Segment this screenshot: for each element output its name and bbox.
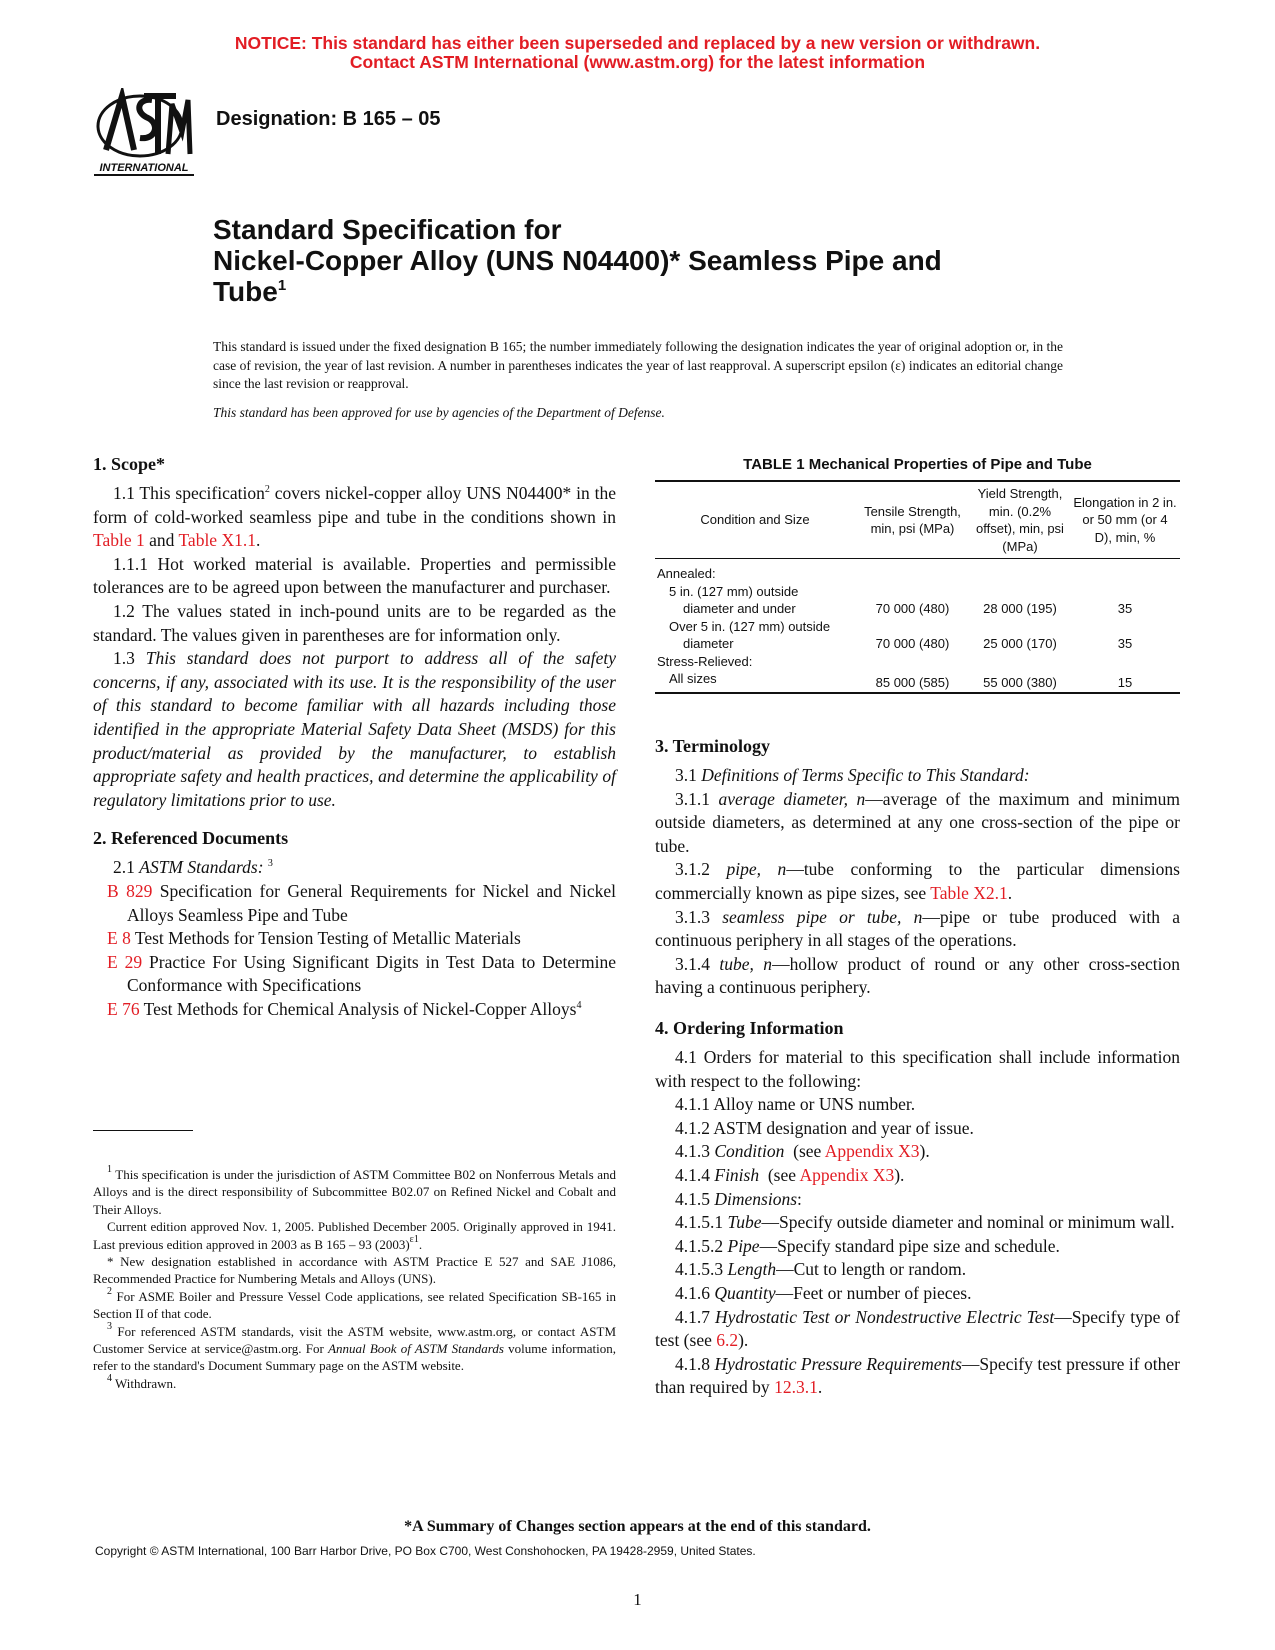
table-cell: All sizes — [655, 670, 855, 693]
link-e8[interactable]: E 8 — [107, 928, 131, 949]
link-section-12-3-1[interactable]: 12.3.1 — [774, 1377, 818, 1398]
scope-1-1: 1.1 This specification$^2$ covers nickel-copper alloy UNS N04400* in the form of cold-worked seamless pipe and tube in the conditions shown in Table 1 and Table X1.1. — [93, 483, 616, 551]
table-cell: diameter and under — [683, 601, 796, 616]
title-footnote-mark: 1 — [277, 277, 287, 294]
footnote-star: * New designation established in accordance with ASTM Practice E 527 and SAE J1086, Recommended Practice for Numbering Metals and Alloys (UNS). — [93, 1254, 616, 1287]
referenced-doc-item: B 829 Specification for General Requirements for Nickel and Nickel Alloys Seamless Pipe and Tube — [107, 880, 616, 925]
copyright-line: Copyright © ASTM International, 100 Barr Harbor Drive, PO Box C700, West Conshohocken, PA 19428-2959, United States. — [95, 1544, 756, 1558]
link-section-6-2[interactable]: 6.2 — [716, 1330, 739, 1351]
dod-approval-note: This standard has been approved for use by agencies of the Department of Defense. — [213, 404, 665, 420]
link-appendix-x3[interactable]: Appendix X3 — [824, 1141, 920, 1162]
footnote-2: $^2$ For ASME Boiler and Pressure Vessel Code applications, see related Specification SB-165 in Section II of that code. — [93, 1285, 616, 1322]
notice-line-2: Contact ASTM International (www.astm.org) for the latest information — [349, 52, 926, 72]
link-table-x1-1[interactable]: Table X1.1 — [178, 530, 256, 551]
footnote-4: $^4$ Withdrawn. — [107, 1372, 177, 1391]
scope-1-3: 1.3 This standard does not purport to address all of the safety concerns, if any, associated with its use. It is the responsibility of the user of this standard to become familiar with all hazards including those identified in the appropriate Material Safety Data Sheet (MSDS) for this product/material as provided by the manufacturer, to establish appropriate safety and health practices, and determine the applicability of regulatory limitations prior to use. — [93, 648, 616, 810]
logo-caption: INTERNATIONAL — [94, 162, 194, 176]
table-cell: 70 000 (480) — [875, 636, 950, 651]
document-title — [213, 214, 1113, 307]
table-header: Tensile Strength, min, psi (MPa) — [855, 481, 970, 559]
table-cell: 5 in. (127 mm) outside — [669, 583, 799, 599]
page-number: 1 — [633, 1590, 642, 1609]
astm-standards-label: 2.1 ASTM Standards: $^3$ — [113, 857, 273, 878]
ordering-4-1-7: 4.1.7 Hydrostatic Test or Nondestructive Electric Test—Specify type of test (see 6.2). — [655, 1306, 1181, 1351]
terminology-3-1-1: 3.1.1 average diameter, n—average of the maximum and minimum outside diameters, as determined at any one cross-section of the pipe or tube. — [655, 788, 1180, 856]
terminology-section — [655, 734, 1180, 1000]
designation: Designation: B 165 – 05 — [216, 108, 441, 130]
table-cell: 28 000 (195) — [983, 601, 1057, 616]
table-1-caption: TABLE 1 Mechanical Properties of Pipe and Tube — [743, 456, 1092, 473]
footnote-1b: Current edition approved Nov. 1, 2005. Published December 2005. Originally approved in 1941. Last previous edition approved in 2003 as B 165 – 93 $(2003)^{\varepsilon 1}$. — [93, 1219, 616, 1252]
referenced-doc-item: E 29 Practice For Using Significant Digits in Test Data to Determine Conformance with Specifications — [107, 951, 616, 996]
ordering-4-1-5: 4.1.5 Dimensions: — [675, 1188, 802, 1209]
terminology-3-1: 3.1 Definitions of Terms Specific to This Standard: — [675, 765, 1030, 785]
table-cell: Over 5 in. (127 mm) outside — [669, 618, 831, 634]
ordering-4-1-8: 4.1.8 Hydrostatic Pressure Requirements—Specify test pressure if other than required by 12.3.1. — [655, 1353, 1181, 1398]
summary-of-changes-note: *A Summary of Changes section appears at the end of this standard. — [404, 1518, 871, 1535]
table-1-mechanical-properties — [655, 480, 1180, 694]
ordering-4-1-2: 4.1.2 ASTM designation and year of issue. — [675, 1117, 974, 1138]
table-group-annealed: Annealed: — [657, 566, 716, 581]
ordering-4-1-3: 4.1.3 Condition (see Appendix X3). — [675, 1141, 930, 1162]
issuance-note — [213, 338, 1063, 422]
ordering-4-1-1: 4.1.1 Alloy name or UNS number. — [675, 1094, 916, 1115]
table-cell: 70 000 (480) — [875, 601, 950, 616]
section-referenced-heading: 2. Referenced Documents — [93, 828, 289, 849]
footnotes — [93, 1166, 616, 1392]
link-b829[interactable]: B 829 — [107, 880, 153, 901]
referenced-doc-item: E 76 Test Methods for Chemical Analysis of Nickel-Copper Alloys$^4$ — [107, 998, 582, 1019]
link-table-x2-1[interactable]: Table X2.1 — [930, 882, 1008, 903]
title-line-3: Tube — [213, 276, 278, 307]
ordering-4-1-4: 4.1.4 Finish (see Appendix X3). — [675, 1164, 905, 1185]
section-terminology-heading: 3. Terminology — [655, 736, 771, 756]
footnote-3: $^3$ For referenced ASTM standards, visit the ASTM website, www.astm.org, or contact ASTM Customer Service at service@astm.org. For Annual Book of ASTM Standards volume information, refer to the standard's Document Summary page on the ASTM website. — [93, 1320, 616, 1374]
table-cell: 55 000 (380) — [970, 670, 1070, 693]
ordering-4-1-6: 4.1.6 Quantity—Feet or number of pieces. — [675, 1282, 972, 1303]
section-scope-heading: 1. Scope* — [93, 454, 165, 474]
table-header: Yield Strength, min. (0.2% offset), min, psi (MPa) — [970, 481, 1070, 559]
table-group-stress-relieved: Stress-Relieved: — [657, 653, 753, 669]
table-header: Elongation in 2 in. or 50 mm (or 4 D), min, % — [1070, 481, 1180, 559]
link-e29[interactable]: E 29 — [107, 951, 143, 972]
table-cell: 85 000 (585) — [855, 670, 970, 693]
ordering-4-1-5-1: 4.1.5.1 Tube—Specify outside diameter and nominal or minimum wall. — [675, 1212, 1175, 1233]
link-table-1[interactable]: Table 1 — [93, 530, 145, 551]
scope-1-1-1: 1.1.1 Hot worked material is available. Properties and permissible tolerances are to be agreed upon between the manufacturer and purchaser. — [93, 553, 616, 598]
scope-1-2: 1.2 The values stated in inch-pound units are to be regarded as the standard. The values given in parentheses are for information only. — [93, 600, 616, 645]
issuance-text: This standard is issued under the fixed designation B 165; the number immediately following the designation indicates the year of original adoption or, in the case of revision, the year of last revision. A number in parentheses indicates the year of last reapproval. A superscript epsilon (ε) indicates an editorial change since the last revision or reapproval. — [213, 339, 1063, 391]
title-line-2: Nickel-Copper Alloy (UNS N04400)* Seamless Pipe and — [213, 245, 942, 276]
terminology-3-1-4: 3.1.4 tube, n—hollow product of round or any other cross-section having a continuous periphery. — [655, 953, 1180, 998]
ordering-section — [655, 1016, 1180, 1400]
left-column — [93, 452, 616, 1021]
terminology-3-1-3: 3.1.3 seamless pipe or tube, n—pipe or tube produced with a continuous periphery in all stages of the operations. — [655, 906, 1180, 951]
table-cell: 35 — [1117, 601, 1133, 616]
link-appendix-x3[interactable]: Appendix X3 — [799, 1164, 895, 1185]
referenced-doc-item: E 8 Test Methods for Tension Testing of Metallic Materials — [107, 928, 521, 949]
ordering-4-1-5-2: 4.1.5.2 Pipe—Specify standard pipe size and schedule. — [675, 1235, 1060, 1256]
astm-logo — [94, 88, 194, 183]
ordering-4-1: 4.1 Orders for material to this specification shall include information with respect to the following: — [655, 1047, 1180, 1091]
footnote-divider — [93, 1130, 193, 1131]
link-e76[interactable]: E 76 — [107, 998, 140, 1019]
supersession-notice — [0, 34, 1275, 72]
ordering-4-1-5-3: 4.1.5.3 Length—Cut to length or random. — [675, 1259, 967, 1280]
footnote-1: $^1$ This specification is under the jurisdiction of ASTM Committee B02 on Nonferrous Metals and Alloys and is the direct responsibility of Subcommittee B02.07 on Refined Nickel and Cobalt and Their Alloys. — [93, 1164, 616, 1217]
table-header: Condition and Size — [655, 481, 855, 559]
section-ordering-heading: 4. Ordering Information — [655, 1018, 844, 1038]
table-cell: 25 000 (170) — [983, 636, 1057, 651]
notice-line-1: NOTICE: This standard has either been superseded and replaced by a new version or withdrawn. — [234, 33, 1041, 53]
terminology-3-1-2: 3.1.2 pipe, n—tube conforming to the particular dimensions commercially known as pipe sizes, see Table X2.1. — [655, 859, 1180, 903]
title-line-1: Standard Specification for — [213, 214, 562, 245]
table-cell: diameter — [683, 636, 734, 651]
table-cell: 35 — [1117, 636, 1133, 651]
table-cell: 15 — [1070, 670, 1180, 693]
